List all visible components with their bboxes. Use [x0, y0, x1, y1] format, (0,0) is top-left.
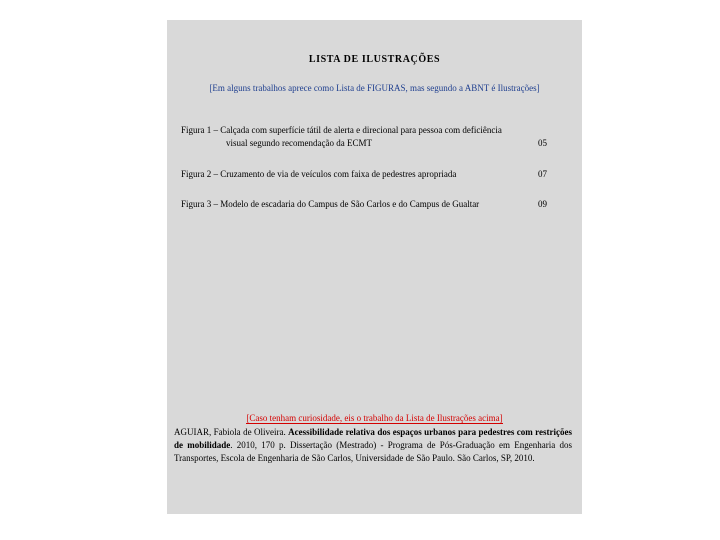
page-title: LISTA DE ILUSTRAÇÕES: [308, 54, 441, 65]
document-page: [167, 20, 582, 514]
figure-3-caption: Figura 3 – Modelo de escadaria do Campus de São Carlos e do Campus de Gualtar: [181, 199, 480, 209]
figure-2-page: 07: [538, 169, 547, 179]
figure-3-page: 09: [538, 199, 547, 209]
note-text: [Em alguns trabalhos aprece como Lista de FIGURAS, mas segundo a ABNT é Ilustrações]: [209, 83, 540, 93]
figure-2-caption: Figura 2 – Cruzamento de via de veículos com faixa de pedestres apropriada: [181, 169, 457, 179]
figure-1-caption-line1: Figura 1 – Calçada com superfície tátil de alerta e direcional para pessoa com deficiência: [181, 125, 502, 135]
figure-1-caption-line2: visual segundo recomendação da ECMT: [226, 138, 372, 148]
reference-title: Acessibilidade relativa dos espaços urbanos para pedestres com restrições de mobilidade: [174, 427, 572, 450]
curiosity-note: [167, 413, 582, 423]
reference-citation: [174, 426, 572, 465]
curiosity-note-text: [Caso tenham curiosidade, eis o trabalho da Lista de Ilustrações acima]: [246, 413, 503, 423]
figure-1-page: 05: [538, 138, 547, 148]
figure-entry-3: [181, 198, 547, 211]
figure-entry-2: [181, 168, 547, 181]
reference-details: . 2010, 170 p. Dissertação (Mestrado) - Programa de Pós-Graduação em Engenharia dos Transportes, Escola de Engenharia de São Carlos, Universidade de São Paulo. São Carlos, SP, 2010.: [174, 440, 572, 463]
reference-authors: AGUIAR, Fabiola de Oliveira.: [174, 427, 289, 437]
figure-entry-1: [181, 124, 547, 150]
